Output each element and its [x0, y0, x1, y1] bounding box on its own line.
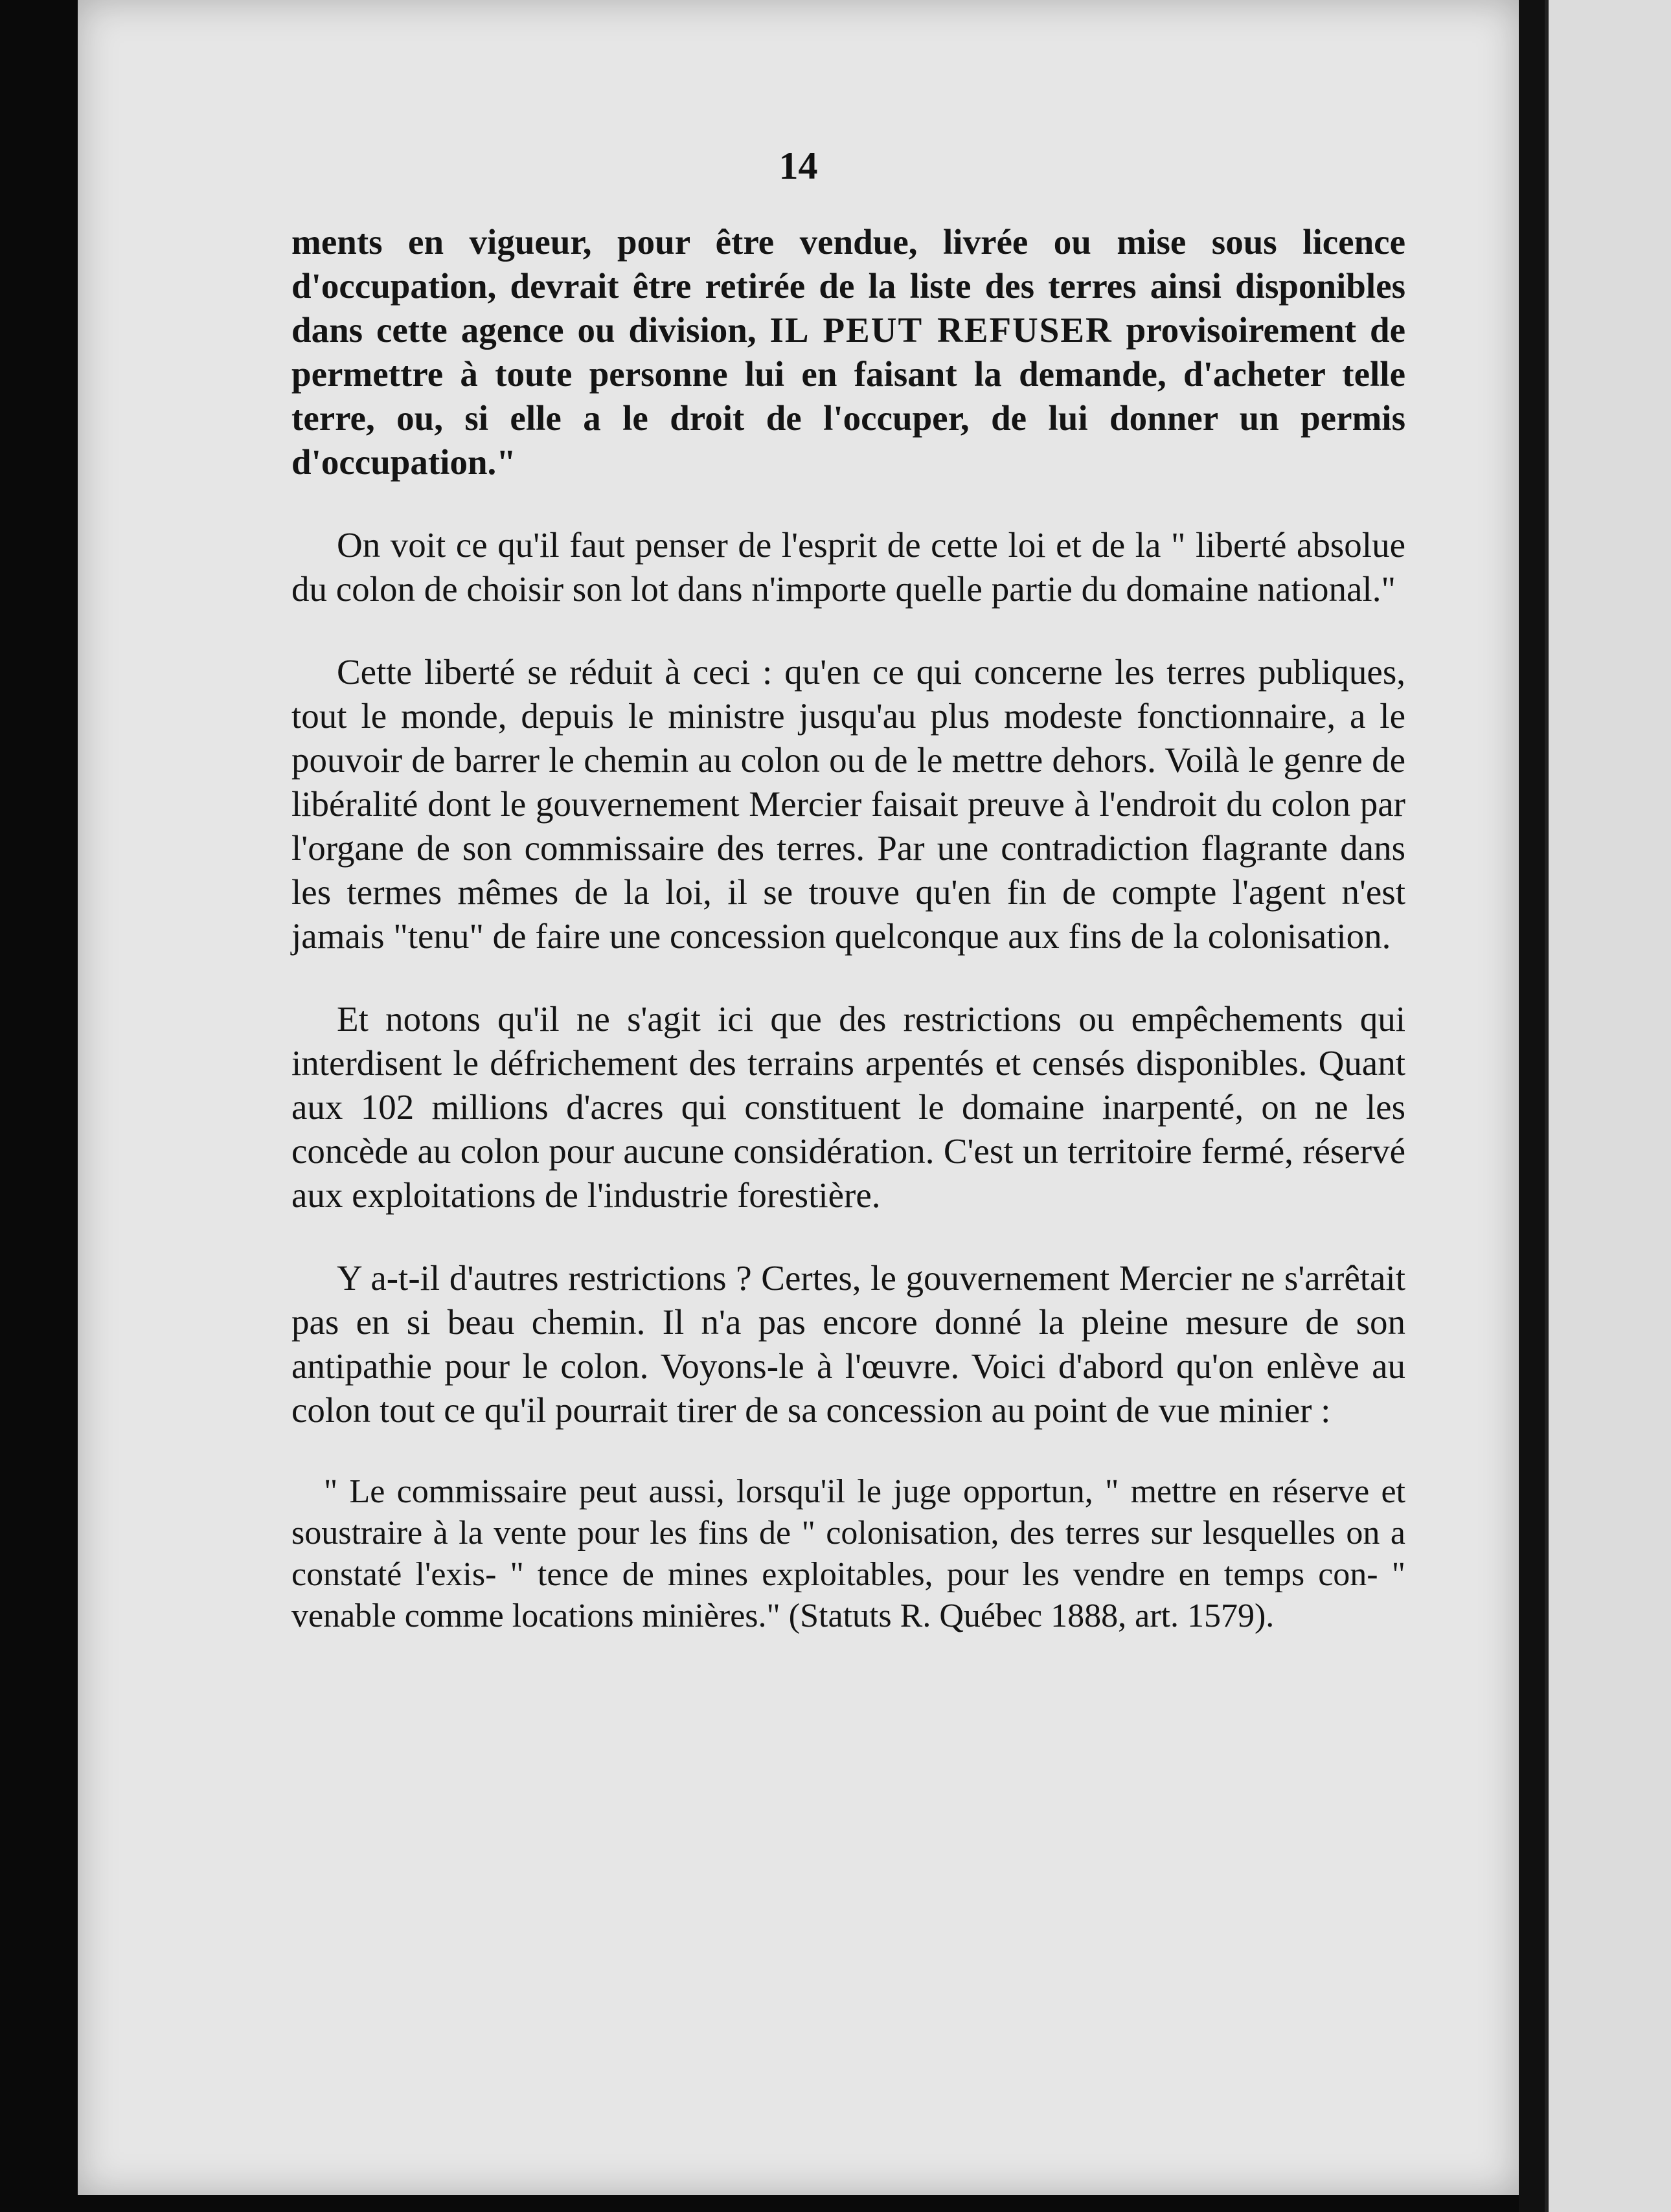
paragraph-text: provisoirement de permettre à toute personne lui en faisant la demande, d'acheter telle terre, ou, si elle a le droit de l'occuper, de lui donner un permis d'occupation.": [291, 310, 1405, 482]
paragraph: On voit ce qu'il faut penser de l'esprit de cette loi et de la " liberté absolue du colon de choisir son lot dans n'importe quelle partie du domaine national.": [291, 525, 1405, 609]
paragraph-continuation: [291, 220, 1405, 484]
block-quote: [291, 1471, 1405, 1637]
quote-text: " Le commissaire peut aussi, lorsqu'il le juge opportun, " mettre en réserve et soustraire à la vente pour les fins de " colonisation, des terres sur lesquelles on a constaté l'exis- " tence de mines exploitables, pour les vendre en temps con- " venable comme locations minières.": [291, 1473, 1405, 1634]
quote-citation: (Statuts R. Québec 1888, art. 1579).: [788, 1597, 1275, 1634]
paragraph: Y a-t-il d'autres restrictions ? Certes, le gouvernement Mercier ne s'arrêtait pas en si beau chemin. Il n'a pas encore donné la pleine mesure de son antipathie pour le colon. Voyons-le à l'œuvre. Voici d'abord qu'on enlève au colon tout ce qu'il pourrait tirer de sa concession au point de vue minier :: [291, 1258, 1405, 1430]
page: [78, 0, 1519, 2195]
facing-page-edge: [1545, 0, 1671, 2212]
paragraph: Cette liberté se réduit à ceci : qu'en ce qui concerne les terres publiques, tout le monde, depuis le ministre jusqu'au plus modeste fonctionnaire, a le pouvoir de barrer le chemin au colon ou de le mettre dehors. Voilà le genre de libéralité dont le gouvernement Mercier faisait preuve à l'endroit du colon par l'organe de son commissaire des terres. Par une contradiction flagrante dans les termes mêmes de la loi, il se trouve qu'en fin de compte l'agent n'est jamais "tenu" de faire une concession quelconque aux fins de la colonisation.: [291, 652, 1405, 956]
emphasis-text: IL PEUT REFUSER: [769, 310, 1113, 350]
page-number: 14: [779, 144, 818, 187]
paragraph-text: ments en vigueur, pour être vendue, livrée ou mise sous licence d'occupation, devrait être retirée de la liste des terres ainsi disponibles dans cette agence ou division,: [291, 222, 1405, 350]
paragraph: Et notons qu'il ne s'agit ici que des restrictions ou empêchements qui interdisent le défrichement des terrains arpentés et censés disponibles. Quant aux 102 millions d'acres qui constituent le domaine inarpenté, on ne les concède au colon pour aucune considération. C'est un territoire fermé, réservé aux exploitations de l'industrie forestière.: [291, 999, 1405, 1215]
body-text: [291, 220, 1405, 1637]
facing-page-border: [1545, 0, 1549, 2212]
gutter: [1519, 0, 1545, 2212]
